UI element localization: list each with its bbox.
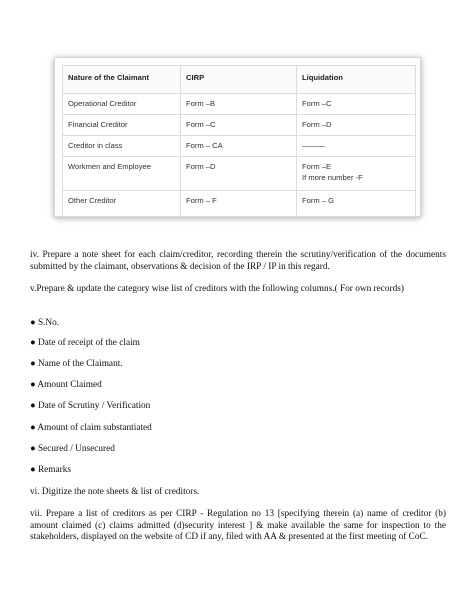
- cell-claimant: Financial Creditor: [63, 115, 181, 136]
- cell-claimant: Other Creditor: [63, 191, 181, 217]
- paragraph-iv: iv. Prepare a note sheet for each claim/creditor, recording therein the scrutiny/verification of the documents submitted by the claimant, observations & decision of the IRP / IP in this regard.: [30, 250, 446, 272]
- cell-cirp: Form –D: [181, 157, 297, 191]
- list-item: ● Remarks: [30, 465, 71, 475]
- header-cirp: CIRP: [181, 66, 297, 94]
- list-item: ● Amount of claim substantiated: [30, 423, 152, 433]
- table-row: [63, 157, 416, 191]
- table-row: [63, 94, 416, 115]
- cell-liquidation-main: Form –E: [302, 162, 332, 171]
- cell-liquidation: Form –D: [297, 115, 416, 136]
- list-item: ● Date of Scrutiny / Verification: [30, 401, 151, 411]
- cell-liquidation-note: If more number -F: [302, 173, 363, 182]
- cell-cirp: Form –B: [181, 94, 297, 115]
- cell-claimant: Workmen and Employee: [63, 157, 181, 191]
- paragraph-v: v.Prepare & update the category wise list of creditors with the following columns.( For own records): [30, 284, 405, 294]
- cell-cirp: Form – F: [181, 191, 297, 217]
- cell-liquidation: [297, 157, 416, 191]
- paragraph-vi: vi. Digitize the note sheets & list of creditors.: [30, 487, 200, 497]
- table-row: [63, 191, 416, 217]
- header-liquidation: Liquidation: [297, 66, 416, 94]
- claims-forms-table-card: [54, 57, 421, 217]
- list-item: ● S.No.: [30, 318, 60, 328]
- cell-liquidation: ———: [297, 136, 416, 157]
- cell-cirp: Form –C: [181, 115, 297, 136]
- table-row: [63, 115, 416, 136]
- cell-liquidation: Form –C: [297, 94, 416, 115]
- table-header-row: [63, 66, 416, 94]
- list-item: ● Date of receipt of the claim: [30, 338, 140, 348]
- table-row: [63, 136, 416, 157]
- cell-cirp: Form – CA: [181, 136, 297, 157]
- cell-claimant: Operational Creditor: [63, 94, 181, 115]
- header-nature-of-claimant: Nature of the Claimant: [63, 66, 181, 94]
- list-item: ● Amount Claimed: [30, 380, 102, 390]
- cell-claimant: Creditor in class: [63, 136, 181, 157]
- paragraph-vii: vii. Prepare a list of creditors as per CIRP - Regulation no 13 [specifying therein (a) name of creditor (b) amount claimed (c) claims admitted (d)security interest ] & make available the same for inspection to the stakeholders, displayed on the website of CD if any, filed with AA & presented at the first meeting of CoC.: [30, 509, 446, 542]
- cell-liquidation: Form – G: [297, 191, 416, 217]
- list-item: ● Name of the Claimant.: [30, 359, 123, 369]
- list-item: ● Secured / Unsecured: [30, 444, 115, 454]
- claims-forms-table: [62, 65, 416, 217]
